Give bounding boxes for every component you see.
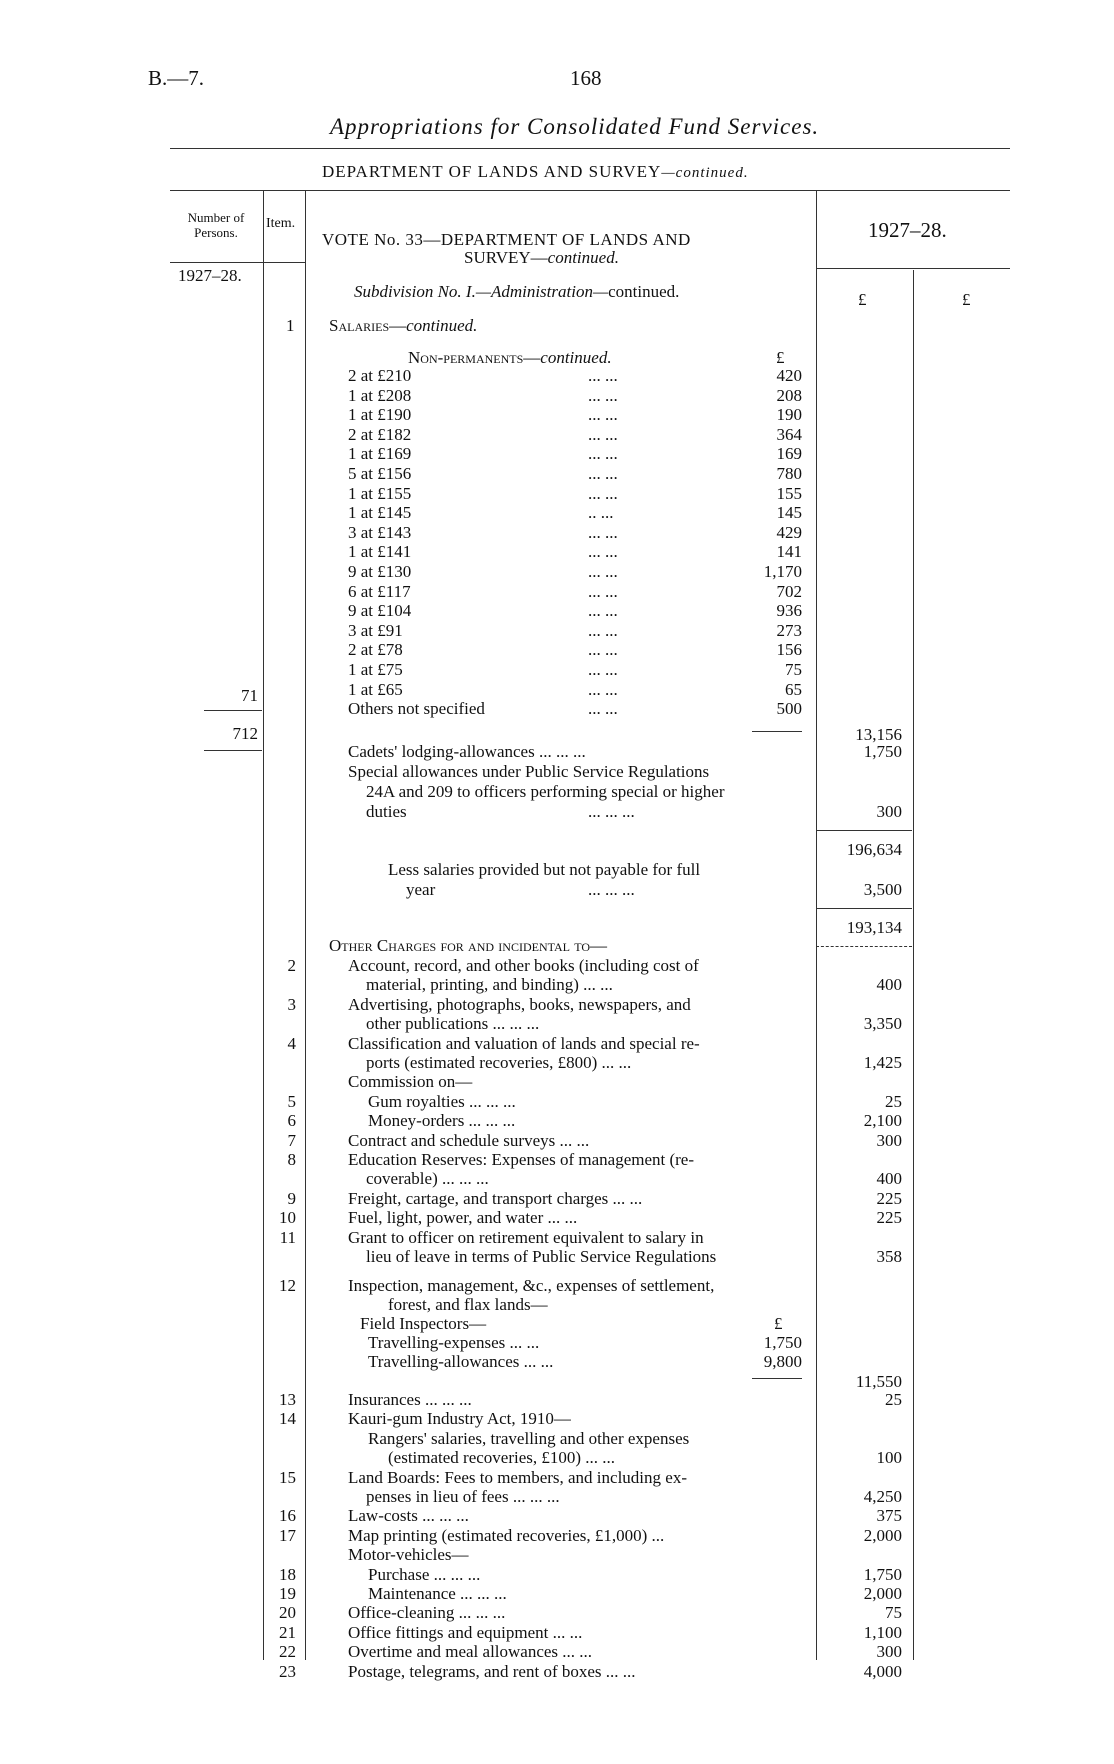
item-number: 6 (287, 1111, 296, 1131)
page-ref: B.—7. (148, 66, 205, 90)
item-description-line: Postage, telegrams, and rent of boxes ... ... (348, 1661, 636, 1681)
pound-header-2: £ (962, 290, 971, 309)
non-permanent-rate: 1 at £145 (348, 503, 412, 523)
item-amount: 225 (876, 1208, 902, 1228)
item-description-line: Maintenance ... ... ... (368, 1584, 507, 1603)
non-permanent-rate: 1 at £141 (348, 542, 412, 562)
item-header: Item. (266, 216, 296, 231)
item-description-line: Office fittings and equipment ... ... (348, 1622, 583, 1642)
non-permanent-rate: 9 at £104 (348, 601, 412, 621)
net-total: 193,134 (846, 918, 902, 937)
persons-total: 712 (232, 724, 258, 743)
item-amount: 25 (885, 1390, 902, 1409)
special-allowance-amount: 300 (876, 802, 902, 821)
persons-subtotal-rule (204, 710, 262, 711)
item-number: 13 (279, 1390, 296, 1409)
item-description-line: other publications ... ... ... (366, 1014, 540, 1034)
non-permanent-rate: 1 at £75 (348, 660, 403, 679)
net-rule (816, 908, 912, 909)
non-permanent-amount: 208 (776, 385, 802, 405)
non-permanent-leader-dots: .. ... (588, 503, 614, 523)
non-permanent-amount: 155 (776, 483, 802, 503)
item-12-line1: Inspection, management, &c., expenses of settlement, (348, 1276, 715, 1295)
item-1-number: 1 (286, 316, 295, 335)
page-title: Appropriations for Consolidated Fund Services. (330, 114, 820, 139)
non-permanent-rate: 1 at £208 (348, 385, 412, 405)
number-of-persons-header: Number of Persons. (187, 210, 245, 240)
non-permanent-rate: 3 at £91 (348, 620, 403, 640)
field-inspectors-pound: £ (774, 1314, 783, 1333)
item-number: 21 (279, 1622, 296, 1642)
persons-item-divider (263, 190, 264, 1660)
field-inspectors-label: Field Inspectors— (360, 1314, 487, 1333)
non-permanents-title: Non-permanents— (408, 348, 541, 367)
persons-year-header: 1927–28. (178, 266, 242, 285)
non-permanent-leader-dots: ... ... (588, 660, 618, 679)
non-permanent-rate: Others not specified (348, 699, 485, 719)
item-amount: 25 (885, 1091, 902, 1111)
item-description-line: Grant to officer on retirement equivalent to salary in (348, 1227, 704, 1247)
item-amount: 400 (876, 975, 902, 995)
item-amount: 300 (876, 1642, 902, 1662)
non-permanent-leader-dots: ... ... (588, 366, 618, 385)
item-number: 16 (279, 1506, 296, 1526)
non-permanent-leader-dots: ... ... (588, 483, 618, 503)
item-number: 8 (287, 1150, 296, 1169)
item-amount: 3,350 (863, 1014, 902, 1034)
item-12-number: 12 (279, 1276, 296, 1295)
item-amount: 4,250 (863, 1487, 902, 1506)
non-permanent-rate: 1 at £155 (348, 483, 412, 503)
non-permanent-leader-dots: ... ... (588, 679, 618, 699)
item-description-line: Purchase ... ... ... (368, 1564, 481, 1584)
non-permanent-rate: 9 at £130 (348, 562, 412, 581)
item-description-line: Freight, cartage, and transport charges ... ... (348, 1188, 643, 1208)
gross-total: 196,634 (846, 840, 902, 859)
item-12-total: 11,550 (855, 1372, 902, 1391)
non-permanent-leader-dots: ... ... (588, 405, 618, 425)
item-number: 4 (287, 1033, 296, 1053)
item-amount: 4,000 (863, 1661, 902, 1681)
travelling-expenses-label: Travelling-expenses ... ... (368, 1333, 540, 1352)
travelling-allowances-amount: 9,800 (763, 1352, 802, 1371)
item-description-line: Insurances ... ... ... (348, 1390, 472, 1409)
non-permanent-amount: 429 (776, 522, 802, 542)
item-description-divider (305, 190, 306, 1660)
salaries-continued: continued. (406, 316, 478, 335)
item-amount: 300 (876, 1130, 902, 1150)
less-salaries-line1: Less salaries provided but not payable for full (388, 860, 701, 879)
pound-header-1: £ (858, 290, 867, 309)
net-total-rule (816, 946, 912, 947)
item-amount: 225 (876, 1188, 902, 1208)
non-permanent-leader-dots: ... ... (588, 464, 618, 483)
non-permanent-rate: 6 at £117 (348, 581, 411, 601)
subdivision-title: Subdivision No. I.—Administration— (354, 282, 609, 301)
item-description-line: Contract and schedule surveys ... ... (348, 1130, 590, 1150)
non-permanent-rate: 2 at £78 (348, 640, 403, 660)
year-header: 1927–28. (868, 218, 947, 242)
item-number: 9 (287, 1188, 296, 1208)
non-permanent-amount: 364 (776, 424, 802, 444)
item-description-line: Classification and valuation of lands and special re- (348, 1033, 700, 1053)
item-amount: 2,000 (863, 1584, 902, 1603)
non-permanent-rate: 3 at £143 (348, 522, 412, 542)
item-number: 15 (279, 1467, 296, 1487)
non-permanent-leader-dots: ... ... (588, 522, 618, 542)
item-number: 5 (287, 1091, 296, 1111)
item-description-line: material, printing, and binding) ... ... (366, 975, 613, 995)
vote-title: VOTE No. 33—DEPARTMENT OF LANDS AND (322, 230, 691, 249)
item-description-line: Motor-vehicles— (348, 1545, 469, 1565)
non-permanent-rate: 1 at £65 (348, 679, 403, 699)
item-description-line: Gum royalties ... ... ... (368, 1091, 516, 1111)
item-description-line: Overtime and meal allowances ... ... (348, 1642, 593, 1662)
gross-rule (816, 830, 912, 831)
non-permanent-amount: 65 (785, 679, 802, 699)
salaries-heading (329, 316, 477, 335)
non-permanent-amount: 1,170 (763, 562, 802, 581)
non-permanent-amount: 936 (776, 601, 802, 621)
non-permanents-heading (408, 348, 612, 367)
non-permanent-rate: 1 at £190 (348, 405, 412, 425)
title-rule (170, 148, 1010, 149)
special-allowance-line3: duties (366, 802, 407, 821)
persons-total-rule (204, 750, 262, 751)
page-number: 168 (570, 66, 602, 90)
non-permanent-amount: 780 (776, 464, 802, 483)
less-salaries-amount: 3,500 (863, 880, 902, 899)
travelling-allowances-label: Travelling-allowances ... ... (368, 1352, 554, 1371)
non-permanent-leader-dots: ... ... (588, 542, 618, 562)
salaries-title: Salaries— (329, 316, 407, 335)
non-permanent-leader-dots: ... ... (588, 562, 618, 581)
year-header-rule (816, 268, 1010, 269)
subdivision-heading (354, 282, 679, 301)
non-permanent-amount: 702 (776, 581, 802, 601)
item-amount: 1,425 (863, 1053, 902, 1072)
item-description-line: (estimated recoveries, £100) ... ... (388, 1448, 616, 1468)
item-12-line2: forest, and flax lands— (388, 1295, 548, 1314)
item-description-line: Fuel, light, power, and water ... ... (348, 1208, 578, 1228)
non-permanents-sum-rule (752, 731, 802, 732)
item-description-line: Map printing (estimated recoveries, £1,000) ... (348, 1525, 665, 1545)
non-permanent-amount: 190 (776, 405, 802, 425)
item-description-line: Education Reserves: Expenses of management (re- (348, 1150, 695, 1169)
non-permanent-leader-dots: ... ... (588, 385, 618, 405)
item-number: 2 (287, 956, 296, 975)
non-permanents-pound: £ (776, 348, 785, 367)
item-description-line: Money-orders ... ... ... (368, 1111, 516, 1131)
non-permanent-amount: 141 (776, 542, 802, 562)
dept-continued: —continued. (661, 165, 749, 181)
vote-title-line2: SURVEY— (464, 248, 548, 267)
vote-title-cont (464, 248, 619, 267)
item-description-line: Kauri-gum Industry Act, 1910— (348, 1409, 571, 1429)
other-charges-heading: Other Charges for and incidental to— (329, 936, 608, 955)
cadets-allowance-label: Cadets' lodging-allowances ... ... ... (348, 742, 586, 761)
item-amount: 400 (876, 1169, 902, 1189)
item-number: 10 (279, 1208, 296, 1228)
less-salaries-line2: year (406, 880, 436, 899)
dept-name: DEPARTMENT OF LANDS AND SURVEY (322, 162, 662, 181)
non-permanent-leader-dots: ... ... (588, 444, 618, 464)
item-description-line: Rangers' salaries, travelling and other expenses (368, 1428, 690, 1448)
special-allowance-line2: 24A and 209 to officers performing special or higher (366, 782, 725, 801)
non-permanent-amount: 420 (776, 366, 802, 385)
subdivision-continued: continued. (608, 282, 680, 301)
special-allowance-dots: ... ... ... (588, 802, 635, 821)
item-number: 18 (279, 1564, 296, 1584)
item-number: 20 (279, 1603, 296, 1623)
non-permanent-amount: 500 (776, 699, 802, 719)
non-permanent-rate: 2 at £210 (348, 366, 412, 385)
non-permanent-rate: 1 at £169 (348, 444, 412, 464)
non-permanent-leader-dots: ... ... (588, 424, 618, 444)
item-amount: 100 (876, 1448, 902, 1468)
item-amount: 1,100 (863, 1622, 902, 1642)
item-amount: 2,000 (863, 1525, 902, 1545)
item-number: 17 (279, 1525, 296, 1545)
item-number: 3 (287, 994, 296, 1014)
non-permanents-continued: continued. (540, 348, 612, 367)
item-amount: 358 (876, 1247, 902, 1266)
item-description-line: Land Boards: Fees to members, and including ex- (348, 1467, 687, 1487)
non-permanent-rate: 2 at £182 (348, 424, 412, 444)
item-description-line: Advertising, photographs, books, newspapers, and (348, 994, 691, 1014)
item-amount: 2,100 (863, 1111, 902, 1131)
item-number: 22 (279, 1642, 296, 1662)
non-permanent-amount: 169 (776, 444, 802, 464)
non-permanent-leader-dots: ... ... (588, 699, 618, 719)
field-inspectors-sum-rule (752, 1378, 802, 1379)
dept-heading (322, 162, 749, 183)
non-permanent-amount: 75 (785, 660, 802, 679)
item-number: 7 (287, 1130, 296, 1150)
item-description-line: ports (estimated recoveries, £800) ... ... (366, 1053, 632, 1072)
non-permanent-leader-dots: ... ... (588, 620, 618, 640)
item-description-line: coverable) ... ... ... (366, 1169, 489, 1189)
non-permanent-rate: 5 at £156 (348, 464, 412, 483)
item-number: 11 (279, 1227, 296, 1247)
non-permanent-leader-dots: ... ... (588, 640, 618, 660)
item-description-line: Account, record, and other books (including cost of (348, 956, 699, 975)
item-amount: 75 (885, 1603, 902, 1623)
persons-header-rule (170, 262, 305, 263)
item-amount: 1,750 (863, 1564, 902, 1584)
item-number: 14 (279, 1409, 296, 1429)
less-salaries-dots: ... ... ... (588, 880, 635, 899)
cadets-allowance-amount: 1,750 (863, 742, 902, 761)
item-description-line: Commission on— (348, 1072, 473, 1092)
item-description-line: lieu of leave in terms of Public Service Regulations (366, 1247, 717, 1266)
travelling-expenses-amount: 1,750 (763, 1333, 802, 1352)
pound-split-divider (913, 270, 914, 1660)
persons-subtotal: 71 (241, 686, 258, 705)
item-description-line: penses in lieu of fees ... ... ... (366, 1487, 560, 1506)
item-description-line: Office-cleaning ... ... ... (348, 1603, 506, 1623)
item-number: 19 (279, 1584, 296, 1603)
non-permanents-total: 13,156 (855, 725, 902, 744)
item-amount: 375 (876, 1506, 902, 1526)
non-permanent-leader-dots: ... ... (588, 581, 618, 601)
vote-title-continued: continued. (547, 248, 619, 267)
non-permanent-amount: 156 (776, 640, 802, 660)
non-permanent-amount: 273 (776, 620, 802, 640)
dept-rule (170, 190, 1010, 191)
item-description-line: Law-costs ... ... ... (348, 1506, 469, 1526)
special-allowance-line1: Special allowances under Public Service Regulations (348, 762, 710, 781)
amount-column-divider (816, 190, 817, 1660)
non-permanent-amount: 145 (776, 503, 802, 523)
item-number: 23 (279, 1661, 296, 1681)
non-permanent-leader-dots: ... ... (588, 601, 618, 621)
